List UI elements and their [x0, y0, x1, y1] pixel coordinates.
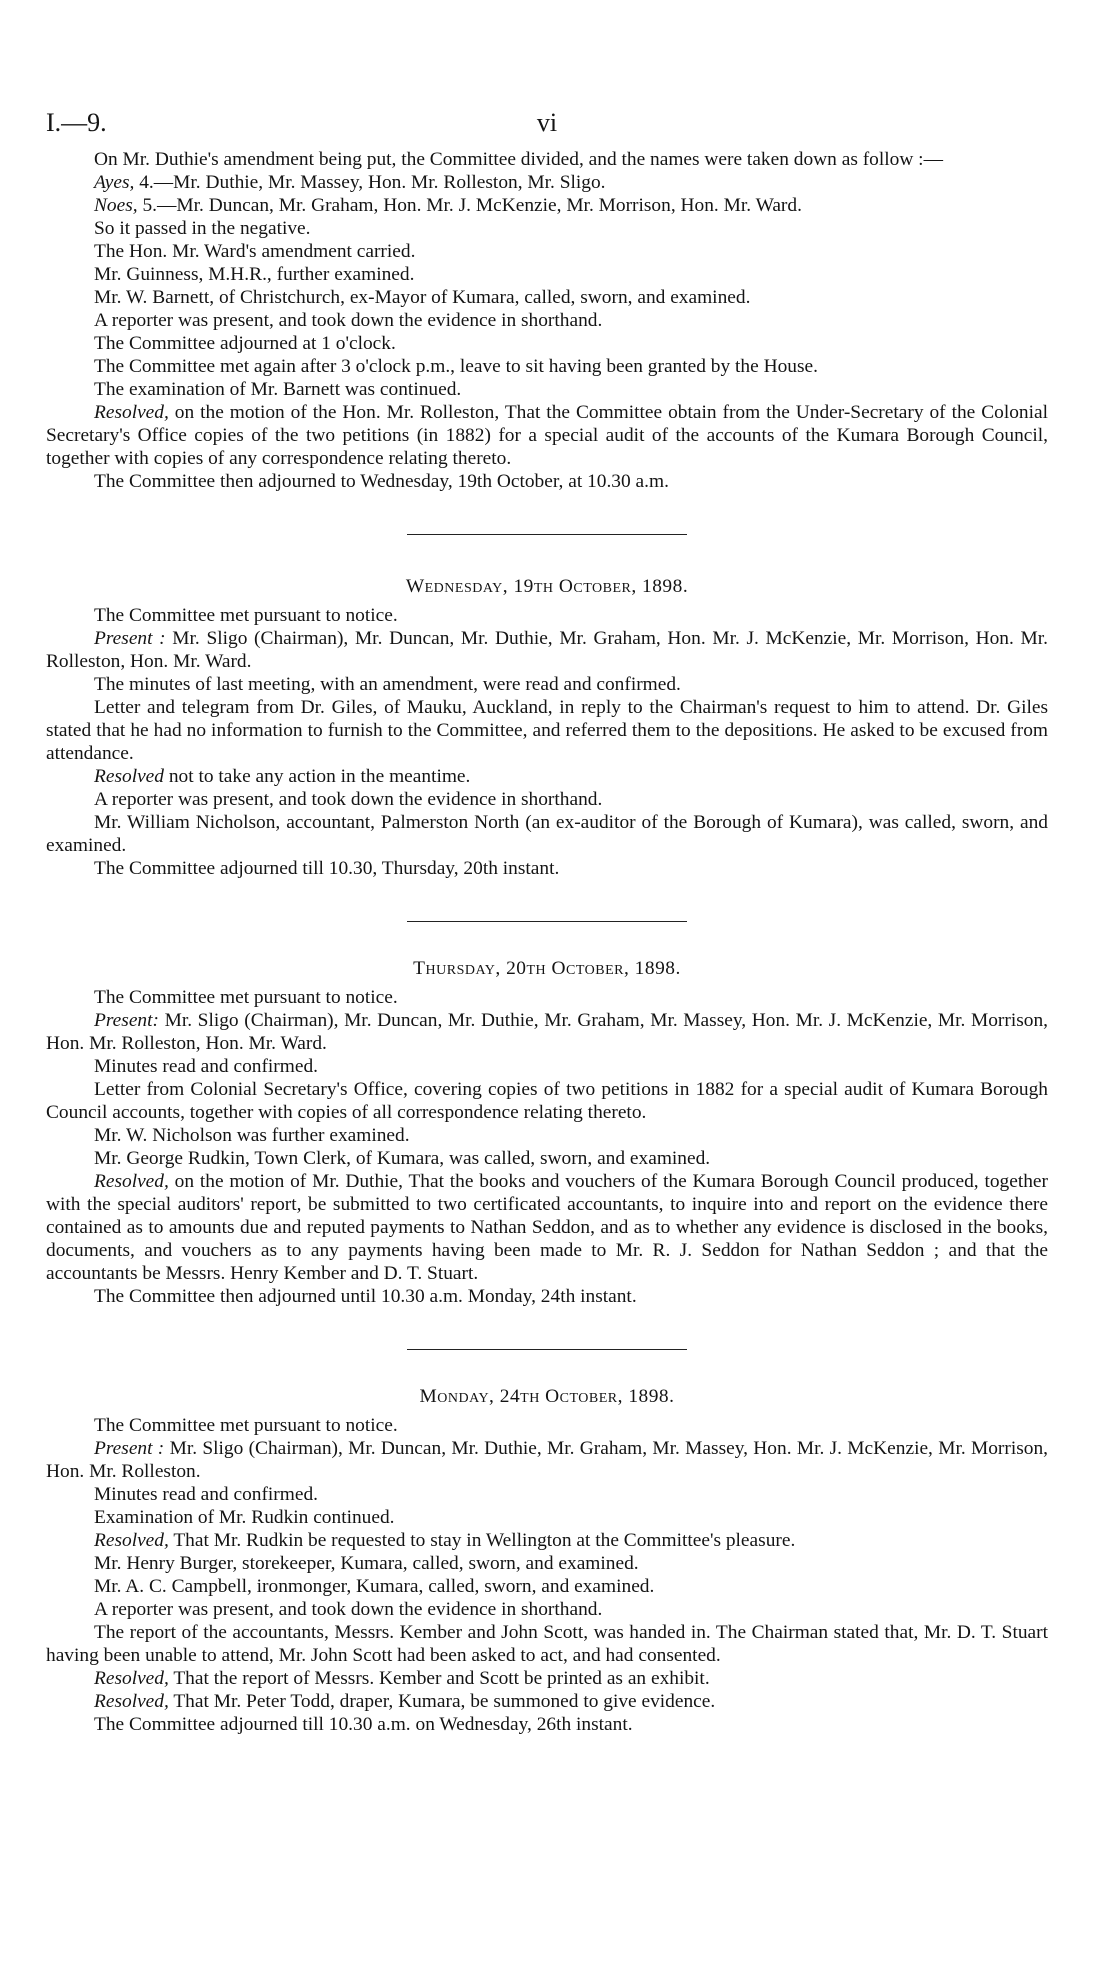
paragraph: A reporter was present, and took down the evidence in shorthand. — [94, 1599, 603, 1620]
present-label: Present : — [94, 628, 166, 649]
paragraph: The Committee met again after 3 o'clock p.m., leave to sit having been granted by the House. — [94, 356, 818, 377]
resolution-text: That Mr. Rudkin be requested to stay in Wellington at the Committee's pleasure. — [168, 1530, 796, 1551]
paragraph: The Committee met pursuant to notice. — [94, 987, 398, 1008]
resolution-paragraph — [46, 1529, 1048, 1552]
ayes-paragraph — [46, 171, 1048, 194]
meeting-date: Wednesday, 19th October, 1898. — [405, 576, 689, 597]
document-code: I.—9. — [46, 108, 107, 137]
resolution-text: on the motion of Mr. Duthie, That the books and vouchers of the Kumara Borough Council produced, together with the special auditors' report, be submitted to two certificated accountants, to inquire into and report on the evidence there contained as to amounts due and reputed payments to Nathan Seddon, and as to whether any evidence is disclosed in the books, documents, and vouchers as to any payments having been made to Mr. R. J. Seddon for Nathan Seddon ; and that the accountants be Messrs. Henry Kember and D. T. Stuart. — [46, 1171, 1048, 1284]
present-paragraph — [46, 1009, 1048, 1055]
paragraph: Letter and telegram from Dr. Giles, of Mauku, Auckland, in reply to the Chairman's request to him to attend. Dr. Giles stated that he had no information to furnish to the Committee, and referred them to the depositions. He asked to be excused from attendance. — [46, 697, 1048, 764]
paragraph: The Committee then adjourned to Wednesday, 19th October, at 10.30 a.m. — [94, 471, 669, 492]
paragraph: The Committee adjourned till 10.30, Thursday, 20th instant. — [94, 858, 560, 879]
section-wednesday-19th — [46, 575, 1048, 880]
section-divider — [407, 921, 687, 922]
resolution-paragraph — [46, 765, 1048, 788]
noes-text: 5.—Mr. Duncan, Mr. Graham, Hon. Mr. J. McKenzie, Mr. Morrison, Hon. Mr. Ward. — [137, 195, 802, 216]
resolution-paragraph — [46, 401, 1048, 470]
resolution-text: That the report of Messrs. Kember and Scott be printed as an exhibit. — [168, 1668, 710, 1689]
paragraph: The Hon. Mr. Ward's amendment carried. — [94, 241, 416, 262]
paragraph: Mr. Henry Burger, storekeeper, Kumara, called, sworn, and examined. — [94, 1553, 639, 1574]
present-paragraph — [46, 627, 1048, 673]
paragraph: The Committee then adjourned until 10.30 a.m. Monday, 24th instant. — [94, 1286, 637, 1307]
section-divider — [407, 1349, 687, 1350]
meeting-date: Thursday, 20th October, 1898. — [413, 958, 681, 979]
resolution-text: on the motion of the Hon. Mr. Rolleston, That the Committee obtain from the Under-Secretary of the Colonial Secretary's Office copies of the two petitions (in 1882) for a special audit of the accounts of the Kumara Borough Council, together with copies of any correspondence relating thereto. — [46, 402, 1048, 469]
paragraph: On Mr. Duthie's amendment being put, the Committee divided, and the names were taken down as follow :— — [94, 149, 943, 170]
section-monday-24th — [46, 1385, 1048, 1736]
noes-paragraph — [46, 194, 1048, 217]
paragraph: The Committee adjourned at 1 o'clock. — [94, 333, 396, 354]
paragraph: The report of the accountants, Messrs. Kember and John Scott, was handed in. The Chairman stated that, Mr. D. T. Stuart having been unable to attend, Mr. John Scott had been asked to act, and had consented. — [46, 1622, 1048, 1666]
paragraph: So it passed in the negative. — [94, 218, 311, 239]
paragraph: Minutes read and confirmed. — [94, 1056, 318, 1077]
ayes-label: Ayes, — [94, 172, 135, 193]
resolution-text: not to take any action in the meantime. — [164, 766, 471, 787]
section-divider — [407, 534, 687, 535]
ayes-text: 4.—Mr. Duthie, Mr. Massey, Hon. Mr. Rolleston, Mr. Sligo. — [134, 172, 606, 193]
resolved-label: Resolved, — [94, 1171, 169, 1192]
paragraph: Mr. W. Nicholson was further examined. — [94, 1125, 410, 1146]
present-text: Mr. Sligo (Chairman), Mr. Duncan, Mr. Duthie, Mr. Graham, Mr. Massey, Hon. Mr. J. McKenzie, Mr. Morrison, Hon. Mr. Rolleston. — [46, 1438, 1049, 1482]
section-thursday-20th — [46, 957, 1048, 1308]
resolution-paragraph — [46, 1667, 1048, 1690]
paragraph: Mr. Guinness, M.H.R., further examined. — [94, 264, 415, 285]
paragraph: The Committee met pursuant to notice. — [94, 1415, 398, 1436]
page-header — [46, 108, 1048, 148]
paragraph: Examination of Mr. Rudkin continued. — [94, 1507, 395, 1528]
present-text: Mr. Sligo (Chairman), Mr. Duncan, Mr. Duthie, Mr. Graham, Hon. Mr. J. McKenzie, Mr. Morrison, Hon. Mr. Rolleston, Hon. Mr. Ward. — [46, 628, 1048, 672]
resolution-paragraph — [46, 1170, 1048, 1285]
resolved-label: Resolved, — [94, 1530, 169, 1551]
document-page — [46, 108, 1048, 1736]
paragraph: Letter from Colonial Secretary's Office, covering copies of two petitions in 1882 for a special audit of Kumara Borough Council accounts, together with copies of all correspondence relating thereto. — [46, 1079, 1048, 1123]
resolved-label: Resolved — [94, 766, 164, 787]
paragraph: A reporter was present, and took down the evidence in shorthand. — [94, 310, 603, 331]
section-continued-minutes — [46, 148, 1048, 493]
resolved-label: Resolved, — [94, 1691, 169, 1712]
paragraph: The minutes of last meeting, with an amendment, were read and confirmed. — [94, 674, 681, 695]
paragraph: Minutes read and confirmed. — [94, 1484, 318, 1505]
present-label: Present : — [94, 1438, 165, 1459]
present-paragraph — [46, 1437, 1048, 1483]
present-label: Present: — [94, 1010, 159, 1031]
paragraph: The examination of Mr. Barnett was continued. — [94, 379, 462, 400]
paragraph: Mr. W. Barnett, of Christchurch, ex-Mayor of Kumara, called, sworn, and examined. — [94, 287, 751, 308]
paragraph: A reporter was present, and took down the evidence in shorthand. — [94, 789, 603, 810]
meeting-date: Monday, 24th October, 1898. — [419, 1386, 675, 1407]
paragraph: The Committee met pursuant to notice. — [94, 605, 398, 626]
page-number: vi — [536, 108, 558, 137]
paragraph: The Committee adjourned till 10.30 a.m. on Wednesday, 26th instant. — [94, 1714, 633, 1735]
paragraph: Mr. George Rudkin, Town Clerk, of Kumara, was called, sworn, and examined. — [94, 1148, 711, 1169]
resolved-label: Resolved, — [94, 402, 169, 423]
resolution-paragraph — [46, 1690, 1048, 1713]
resolved-label: Resolved, — [94, 1668, 169, 1689]
resolution-text: That Mr. Peter Todd, draper, Kumara, be summoned to give evidence. — [168, 1691, 716, 1712]
paragraph: Mr. A. C. Campbell, ironmonger, Kumara, called, sworn, and examined. — [94, 1576, 655, 1597]
paragraph: Mr. William Nicholson, accountant, Palmerston North (an ex-auditor of the Borough of Kumara), was called, sworn, and examined. — [46, 812, 1048, 856]
present-text: Mr. Sligo (Chairman), Mr. Duncan, Mr. Duthie, Mr. Graham, Mr. Massey, Hon. Mr. J. McKenzie, Mr. Morrison, Hon. Mr. Rolleston, Hon. Mr. Ward. — [46, 1010, 1048, 1054]
noes-label: Noes, — [94, 195, 138, 216]
